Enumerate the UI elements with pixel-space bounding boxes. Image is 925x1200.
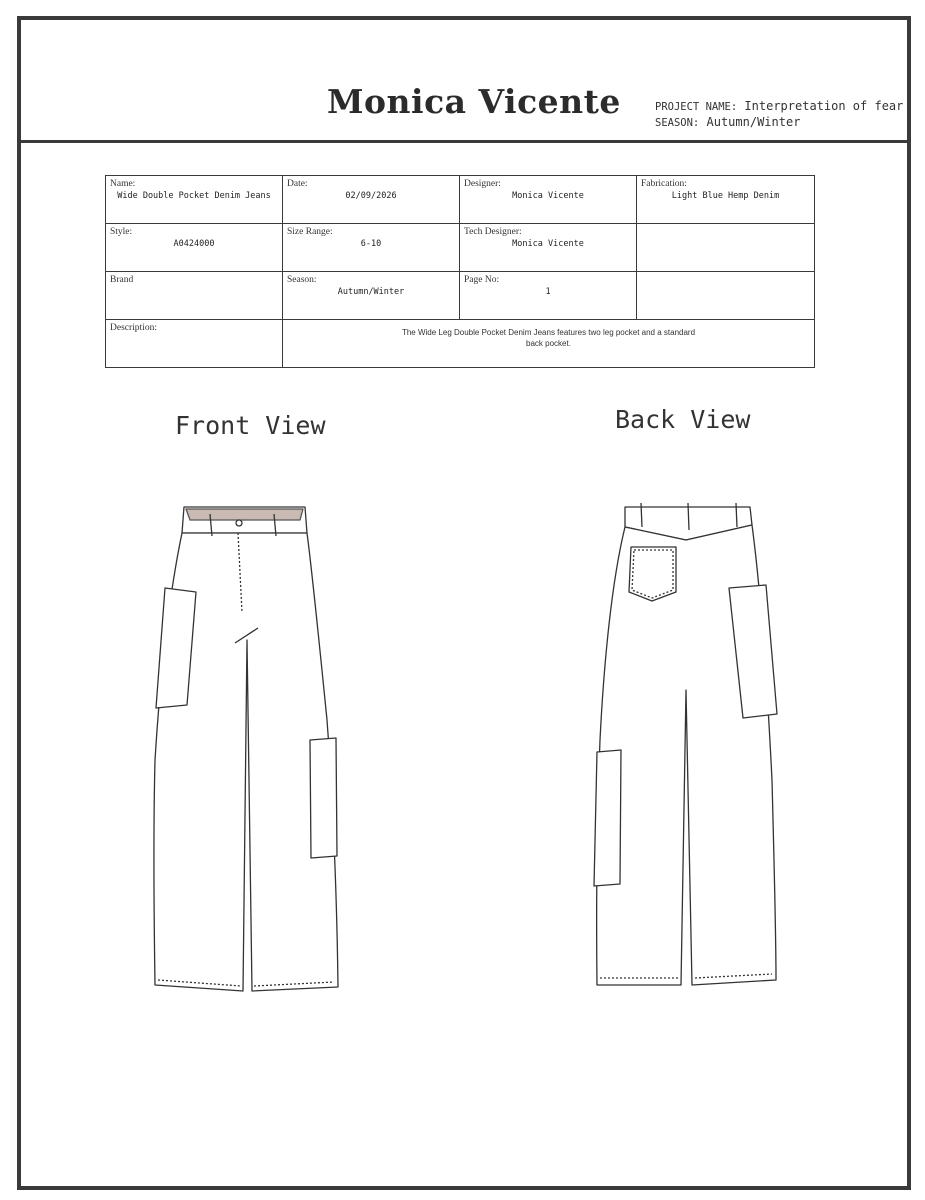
size-range-label: Size Range: bbox=[287, 227, 333, 237]
date-label: Date: bbox=[287, 179, 308, 189]
project-value: Interpretation of fear bbox=[744, 99, 904, 113]
back-view-title: Back View bbox=[615, 405, 751, 434]
designer-label: Designer: bbox=[464, 179, 501, 189]
tech-designer-label: Tech Designer: bbox=[464, 227, 522, 237]
description-line-2: back pocket. bbox=[526, 339, 571, 348]
front-jeans-sketch bbox=[154, 507, 338, 991]
tech-designer-value: Monica Vicente bbox=[512, 239, 584, 249]
size-range-value: 6-10 bbox=[360, 239, 382, 249]
date-value: 02/09/2026 bbox=[345, 191, 397, 201]
back-left-pocket bbox=[594, 750, 621, 886]
season-cell-label: Season: bbox=[287, 275, 317, 285]
fabrication-label: Fabrication: bbox=[641, 179, 687, 189]
front-button bbox=[236, 520, 242, 526]
style-label: Style: bbox=[110, 227, 133, 237]
season-cell-value: Autumn/Winter bbox=[337, 287, 405, 297]
name-value: Wide Double Pocket Denim Jeans bbox=[117, 191, 271, 201]
description-line-1: The Wide Leg Double Pocket Denim Jeans features two leg pocket and a standard bbox=[401, 328, 696, 337]
name-label: Name: bbox=[110, 179, 136, 189]
page-no-value: 1 bbox=[545, 287, 551, 297]
designer-value: Monica Vicente bbox=[512, 191, 584, 201]
designer-brand-title: Monica Vicente bbox=[327, 82, 621, 121]
back-yoke-pocket bbox=[629, 547, 676, 601]
season-value: Autumn/Winter bbox=[706, 115, 801, 129]
fabrication-value: Light Blue Hemp Denim bbox=[671, 191, 780, 201]
front-inner-waist bbox=[186, 509, 303, 520]
brand-label: Brand bbox=[110, 275, 134, 285]
front-right-pocket bbox=[310, 738, 337, 858]
style-value: A0424000 bbox=[173, 239, 215, 249]
project-label: PROJECT NAME: bbox=[655, 101, 738, 113]
back-jeans-sketch bbox=[594, 503, 777, 985]
front-view-title: Front View bbox=[175, 411, 326, 440]
season-label: SEASON: bbox=[655, 117, 700, 129]
page-no-label: Page No: bbox=[464, 275, 500, 285]
description-label: Description: bbox=[110, 323, 157, 333]
